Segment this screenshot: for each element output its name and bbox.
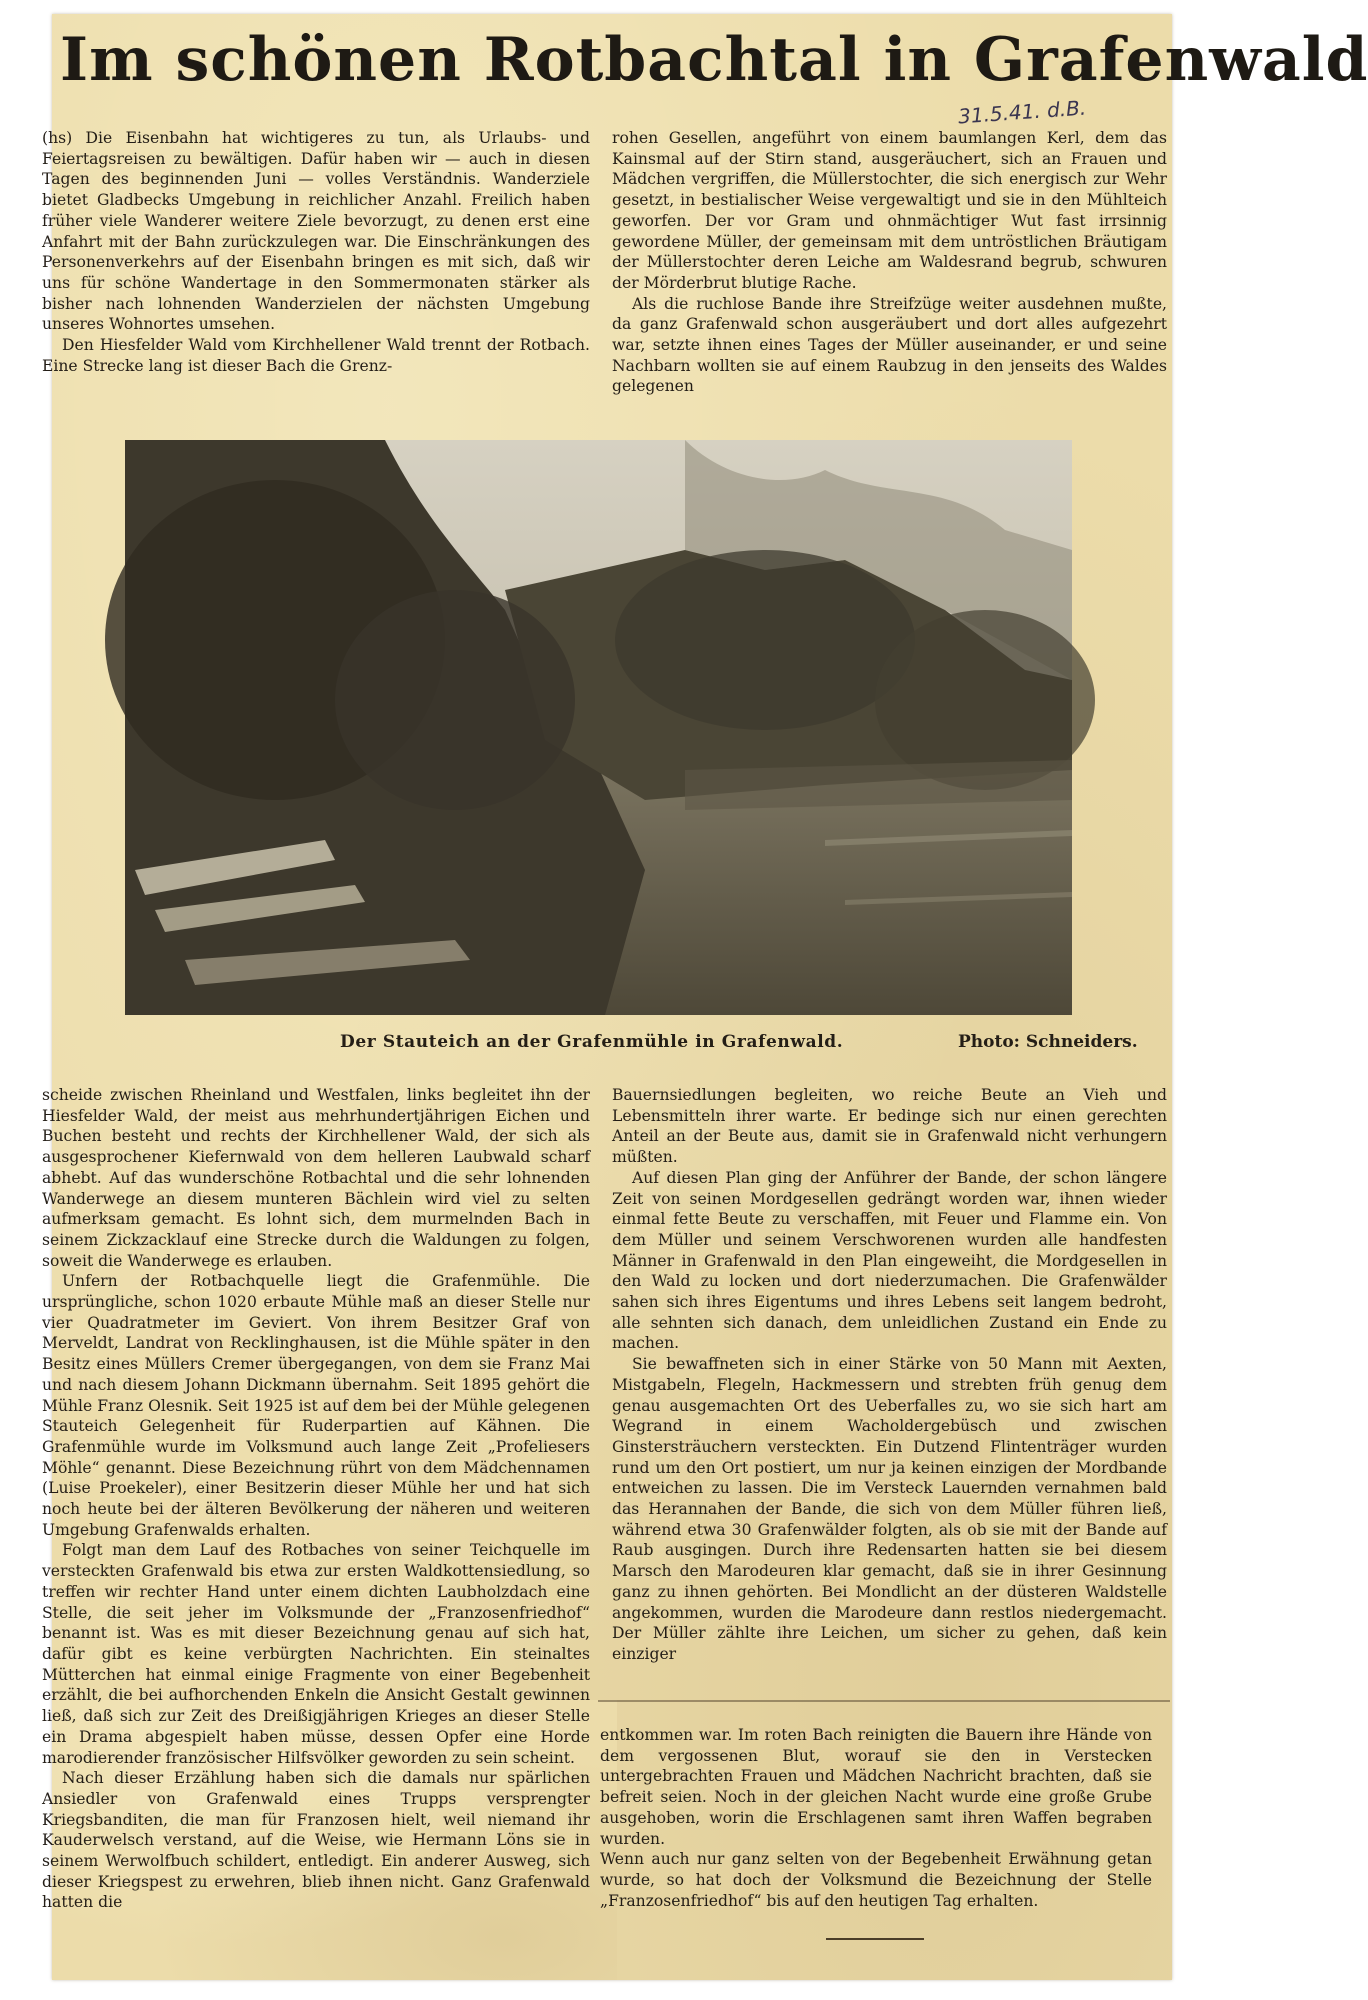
article-column-2: [612, 128, 1167, 397]
paragraph: scheide zwischen Rheinland und Westfalen, links begleitet ihn der Hiesfelder Wald, der meist aus mehrhundertjährigen Eichen und Buchen besteht und rechts der Kirchhellener Wald, der sich als ausgesprochener Kiefernwald von dem helleren Laubwald scharf abhebt. Auf das wunderschöne Rotbachtal und die sehr lohnenden Wanderwege an diesem munteren Bächlein wird viel zu selten aufmerksam gemacht. Es lohnt sich, dem murmelnden Bach in seinem Zickzacklauf eine Strecke durch die Waldungen zu folgen, soweit die Wanderwege es erlauben.: [42, 1086, 590, 1270]
pond-photograph: [125, 440, 1072, 1015]
clipping-cut-line: [598, 1700, 1170, 1702]
article-column-1: [42, 128, 590, 376]
paragraph: Als die ruchlose Bande ihre Streifzüge weiter ausdehnen mußte, da ganz Grafenwald schon ausgeräubert und dort alles aufgezehrt war, setzte ihnen eines Tages der Müller auseinander, er und seine Nachbarn wollten sie auf einem Raubzug in den jenseits des Waldes gelegenen: [612, 294, 1167, 396]
paragraph: Nach dieser Erzählung haben sich die damals nur spärlichen Ansiedler von Grafenwald eines Trupps versprengter Kriegsbanditen, die man für Franzosen hielt, weil niemand ihr Kauderwelsch verstand, auf die Weise, wie Hermann Löns sie in seinem Werwolfbuch schildert, entledigt. Ein anderer Ausweg, sich dieser Kriegspest zu erwehren, blieb ihnen nicht. Ganz Grafenwald hatten die: [42, 1769, 590, 1912]
paragraph: entkommen war. Im roten Bach reinigten die Bauern ihre Hände von dem vergossenen Blut, worauf sie den in Verstecken untergebrachten Frauen und Mädchen Nachricht brachten, daß sie befreit seien. Noch in der gleichen Nacht wurde eine große Grube ausgehoben, worin die Erschlagenen samt ihren Waffen begraben wurden.: [600, 1726, 1152, 1848]
paragraph: (hs) Die Eisenbahn hat wichtigeres zu tun, als Urlaubs- und Feiertagsreisen zu bewältigen. Dafür haben wir — auch in diesen Tagen des beginnenden Juni — volles Verständnis. Wanderziele bietet Gladbecks Umgebung in reichlicher Anzahl. Freilich haben früher viele Wanderer weitere Ziele bevorzugt, zu denen erst eine Anfahrt mit der Bahn zurückzulegen war. Die Einschränkungen des Personenverkehrs auf der Eisenbahn bringen es mit sich, daß wir uns für schöne Wandertage in den Sommermonaten stärker als bisher nach lohnenden Wanderzielen der nächsten Umgebung unseres Wohnortes umsehen.: [42, 129, 590, 334]
handwritten-date: 31.5.41. d.B.: [957, 95, 1087, 129]
paragraph: Unfern der Rotbachquelle liegt die Grafenmühle. Die ursprüngliche, schon 1020 erbaute Mühle maß an dieser Stelle nur vier Quadratmeter im Geviert. Von ihrem Besitzer Graf von Merveldt, Landrat von Recklinghausen, ist die Mühle später in den Besitz eines Müllers Cremer übergegangen, von dem sie Franz Mai und nach diesem Johann Dickmann übernahm. Seit 1895 gehört die Mühle Franz Olesnik. Seit 1925 ist auf dem bei der Mühle gelegenen Stauteich Gelegenheit für Ruderpartien auf Kähnen. Die Grafenmühle wurde im Volksmund auch lange Zeit „Profeliesers Möhle“ genannt. Diese Bezeichnung rührt von dem Mädchennamen (Luise Proekeler), einer Besitzerin dieser Mühle her und hat sich noch heute bei der älteren Bevölkerung der näheren und weiteren Umgebung Grafenwalds erhalten.: [42, 1272, 590, 1539]
paragraph: Bauernsiedlungen begleiten, wo reiche Beute an Vieh und Lebensmitteln ihrer warte. Er bedinge sich nur einen gerechten Anteil an der Beute aus, damit sie in Grafenwald nicht verhungern müßten.: [612, 1086, 1167, 1167]
photo-credit: Photo: Schneiders.: [958, 1032, 1138, 1052]
paragraph: Auf diesen Plan ging der Anführer der Bande, der schon längere Zeit von seinen Mordgesellen gedrängt worden war, ihnen wieder einmal fette Beute zu verschaffen, mit Feuer und Flamme ein. Von dem Müller und seinem Verschworenen wurden alle handfesten Männer in Grafenwald in den Plan eingeweiht, die Mordgesellen in den Wald zu locken und dort niederzumachen. Die Grafenwälder sahen sich ihres Eigentums und ihres Lebens seit langem bedroht, alle sehnten sich danach, dem unleidlichen Zustand ein Ende zu machen.: [612, 1168, 1167, 1353]
paragraph: rohen Gesellen, angeführt von einem baumlangen Kerl, dem das Kainsmal auf der Stirn stand, ausgeräuchert, sich an Frauen und Mädchen vergriffen, die Müllerstochter, die sich energisch zur Wehr gesetzt, in bestialischer Weise vergewaltigt und sie in den Mühlteich geworfen. Der vor Gram und ohnmächtiger Wut fast irrsinnig gewordene Müller, der gemeinsam mit dem untröstlichen Bräutigam der Müllerstochter deren Leiche am Waldesrand begrub, schwuren der Mörderbrut blutige Rache.: [612, 129, 1167, 292]
pond-photo-image: [125, 440, 1072, 1015]
article-column-4: [612, 1085, 1167, 1665]
article-column-3: [42, 1085, 590, 1913]
paragraph: Sie bewaffneten sich in einer Stärke von 50 Mann mit Aexten, Mistgabeln, Flegeln, Hackmessern und strebten früh genug dem genau ausgemachten Ort des Ueberfalles zu, wo sie sich hart am Wegrand in einem Wacholdergebüsch und zwischen Ginstersträuchern versteckten. Ein Dutzend Flintenträger wurden rund um den Ort postiert, um nur ja keinen einzigen der Mordbande entweichen zu lassen. Die im Versteck Lauernden vernahmen bald das Herannahen der Bande, die sich von dem Müller führen ließ, während etwa 30 Grafenwälder folgten, als ob sie mit der Bande auf Raub ausgingen. Durch ihre Redensarten hatten sie bei diesem Marsch den Marodeuren klar gemacht, daß sie in ihrer Gesinnung ganz zu ihnen gehörten. Bei Mondlicht an der düsteren Waldstelle angekommen, wurden die Marodeure dann restlos niedergemacht. Der Müller zählte ihre Leichen, um sicher zu gehen, daß kein einziger: [612, 1355, 1167, 1663]
photo-caption: Der Stauteich an der Grafenmühle in Grafenwald.: [340, 1032, 844, 1052]
end-rule: [826, 1938, 924, 1940]
article-column-5: [600, 1725, 1152, 1911]
paragraph: Wenn auch nur ganz selten von der Begebenheit Erwähnung getan wurde, so hat doch der Volksmund die Bezeichnung der Stelle „Franzosenfriedhof“ bis auf den heutigen Tag erhalten.: [600, 1850, 1152, 1910]
paragraph: Folgt man dem Lauf des Rotbaches von seiner Teichquelle im versteckten Grafenwald bis etwa zur ersten Waldkottensiedlung, so treffen wir rechter Hand unter einem dichten Laubholzdach eine Stelle, die seit jeher im Volksmunde der „Franzosenfriedhof“ benannt ist. Was es mit dieser Bezeichnung genau auf sich hat, dafür gibt es keine verbürgten Nachrichten. Ein steinaltes Mütterchen hat einmal einige Fragmente von einer Begebenheit erzählt, die bei aufhorchenden Enkeln die Ansicht Gestalt gewinnen ließ, daß sich zur Zeit des Dreißigjährigen Krieges an dieser Stelle ein Drama abgespielt haben müsse, dessen Opfer eine Horde marodierender französischer Hilfsvölker geworden zu sein scheint.: [42, 1541, 590, 1767]
paragraph: Den Hiesfelder Wald vom Kirchhellener Wald trennt der Rotbach. Eine Strecke lang ist dieser Bach die Grenz-: [42, 336, 590, 375]
headline: Im schönen Rotbachtal in Grafenwald: [60, 25, 1368, 95]
